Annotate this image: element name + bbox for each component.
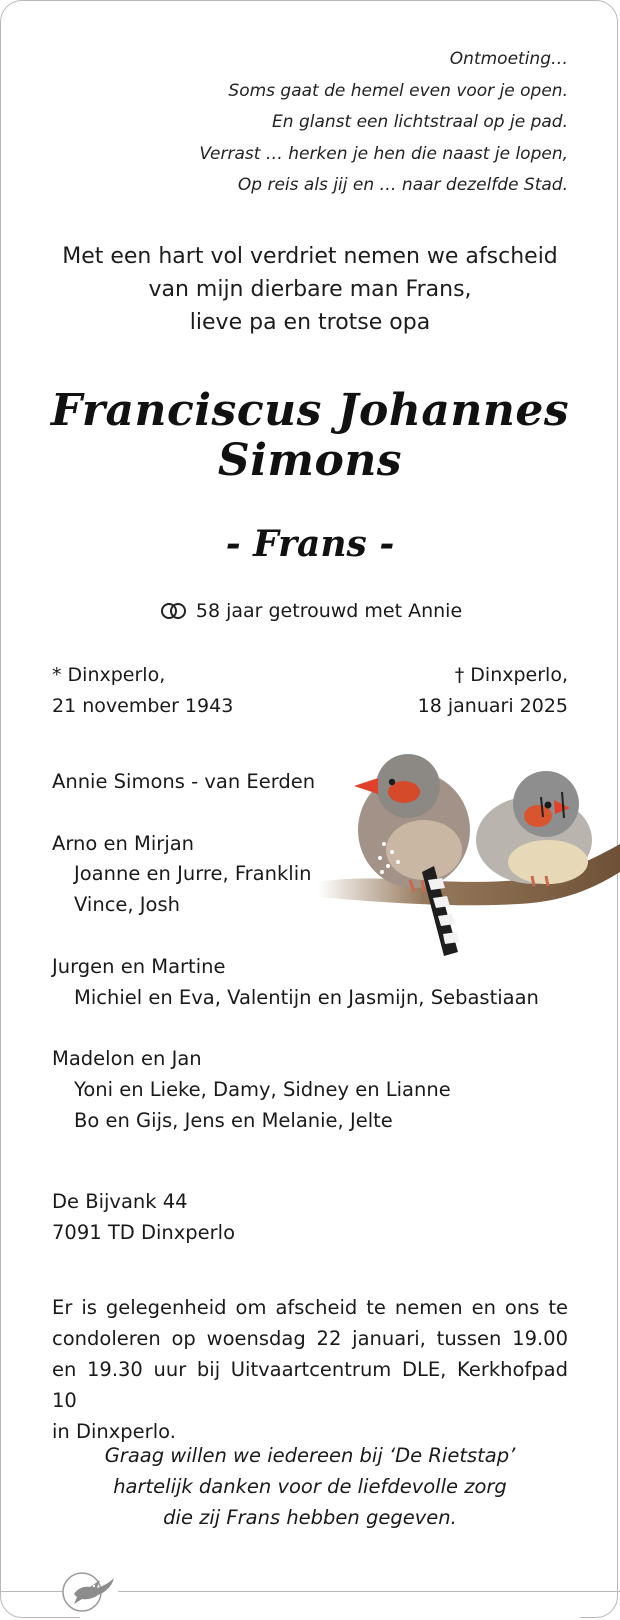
poem-line: Ontmoeting… [449,49,568,69]
poem [199,44,568,202]
family-parents: Jurgen en Martine [52,954,226,978]
poem-line: Op reis als jij en … naar dezelfde Stad. [237,175,568,195]
deceased-name [0,386,620,486]
death-info [418,660,568,722]
condolence-message [52,1292,568,1447]
thanks-text [0,1440,620,1533]
dove-icon [60,1568,118,1612]
married-text: 58 jaar getrouwd met Annie [195,600,463,622]
message-line: Er is gelegenheid om afscheid te nemen en ons te [52,1296,568,1319]
birth-date: 21 november 1943 [52,695,234,717]
family-children: Vince, Josh [74,893,181,917]
bottom-divider-right [118,1591,620,1592]
address-street: De Bijvank 44 [52,1190,188,1213]
poem-line: Soms gaat de hemel even voor je open. [228,80,568,101]
message-line: in Dinxperlo. [52,1420,176,1443]
death-date: 18 januari 2025 [417,695,568,717]
intro-line: Met een hart vol verdriet nemen we afscheid [62,244,558,269]
thanks-line: die zij Frans hebben gegeven. [163,1506,457,1529]
family-parents: Madelon en Jan [52,1047,202,1071]
name-line-1: Franciscus Johannes [50,385,570,436]
family-children: Yoni en Lieke, Damy, Sidney en Lianne [74,1077,451,1101]
thanks-line: hartelijk danken voor de liefdevolle zorg [113,1475,507,1498]
intro-line: van mijn dierbare man Frans, [148,277,472,302]
birth-place: * Dinxperlo, [52,664,166,686]
bottom-divider-left [0,1591,62,1592]
poem-line: En glanst een lichtstraal op je pad. [272,112,568,132]
address [52,1186,235,1248]
intro-line: lieve pa en trotse opa [189,310,431,335]
family-children: Joanne en Jurre, Franklin [74,862,312,886]
nickname: - Frans - [225,523,395,565]
address-city: 7091 TD Dinxperlo [52,1221,236,1244]
thanks-line: Graag willen we iedereen bij ‘De Rietstap’ [104,1444,516,1467]
message-line: en 19.30 uur bij Uitvaartcentrum DLE, Kerkhofpad 10 [52,1358,568,1412]
wedding-rings-icon [158,602,190,620]
married-line [0,598,620,624]
card-bottom-gap [80,1614,580,1620]
name-line-2: Simons [217,435,403,486]
message-line: condoleren op woensdag 22 januari, tussen 19.00 [52,1327,568,1350]
intro-text [0,240,620,339]
family-children: Bo en Gijs, Jens en Melanie, Jelte [74,1108,393,1132]
birth-info [52,660,233,722]
death-place: † Dinxperlo, [454,664,568,686]
spouse-name: Annie Simons - van Eerden [52,770,316,793]
family-children: Michiel en Eva, Valentijn en Jasmijn, Sebastiaan [74,985,539,1009]
poem-line: Verrast … herken je hen die naast je lopen, [199,143,568,164]
family-parents: Arno en Mirjan [52,831,195,855]
zebra-finches-image [318,752,620,982]
